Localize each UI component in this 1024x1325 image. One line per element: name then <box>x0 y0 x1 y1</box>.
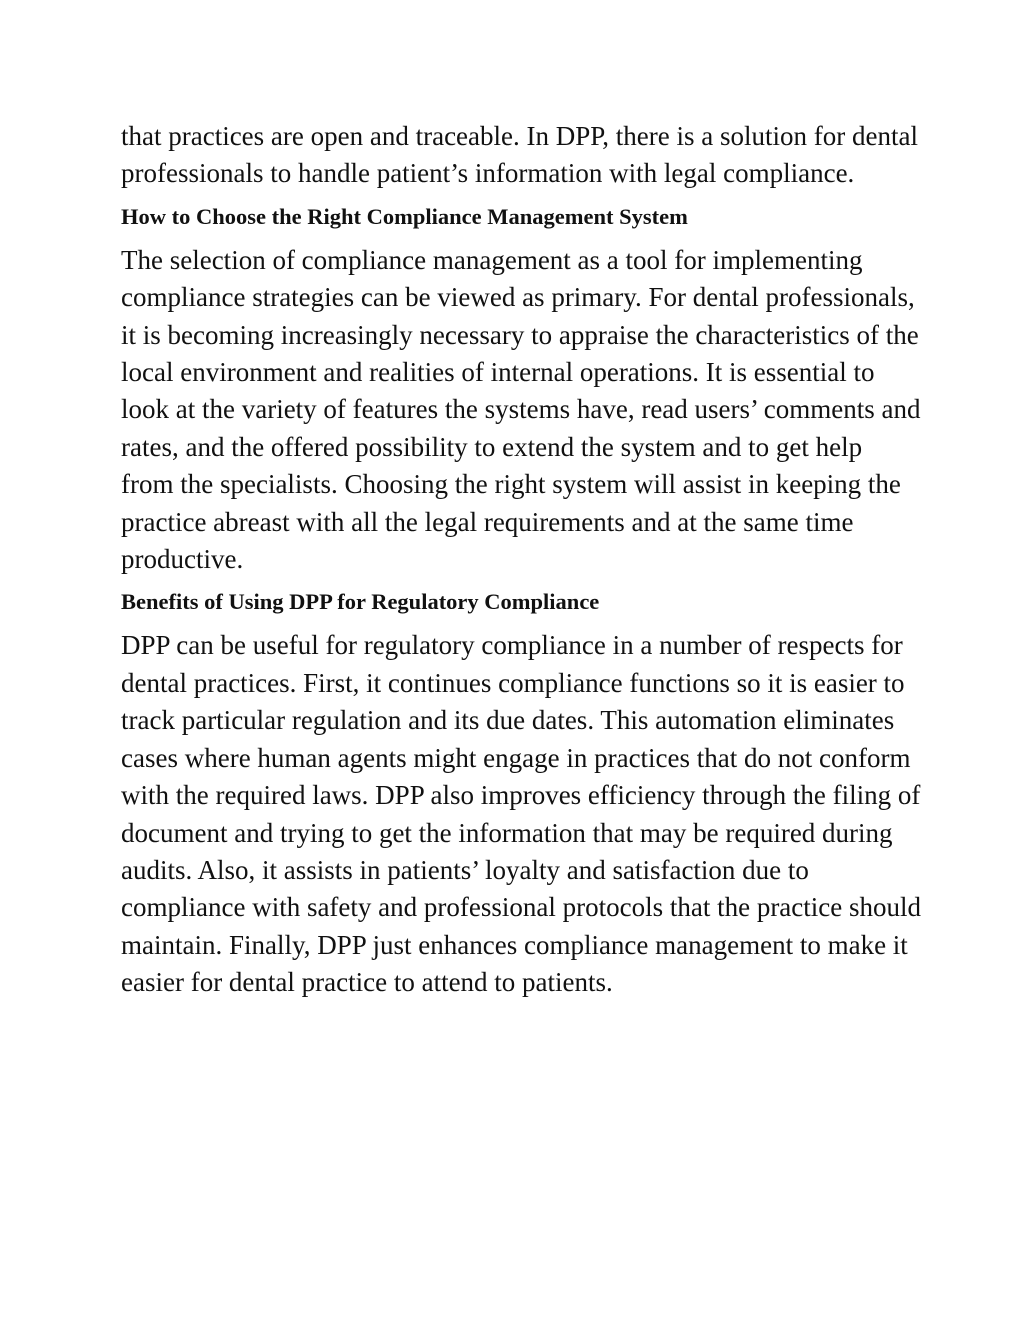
section-heading-benefits: Benefits of Using DPP for Regulatory Compliance <box>121 589 600 615</box>
spacer <box>121 193 921 202</box>
section-body-benefits: DPP can be useful for regulatory compliance in a number of respects for dental practices. First, it continues compliance functions so it is easier to track particular regulation and its due dates. This automation eliminates cases where human agents might engage in practices that do not conform with the required laws. DPP also improves efficiency through the filing of document and trying to get the information that may be required during audits. Also, it assists in patients’ loyalty and satisfaction due to compliance with safety and professional protocols that the practice should maintain. Finally, DPP just enhances compliance management to make it easier for dental practice to attend to patients. <box>121 630 922 998</box>
spacer <box>121 617 921 627</box>
spacer <box>121 578 921 587</box>
intro-paragraph: that practices are open and traceable. In DPP, there is a solution for dental professionals to handle patient’s information with legal compliance. <box>121 121 918 189</box>
section-heading-choose-system: How to Choose the Right Compliance Management System <box>121 203 688 229</box>
section-body-choose-system: The selection of compliance management as a tool for implementing compliance strategies can be viewed as primary. For dental professionals, it is becoming increasingly necessary to appraise the characteristics of the local environment and realities of internal operations. It is essential to look at the variety of features the systems have, read users’ comments and rates, and the offered possibility to extend the system and to get help from the specialists. Choosing the right system will assist in keeping the practice abreast with all the legal requirements and at the same time productive. <box>121 244 921 575</box>
document-content <box>121 118 921 1002</box>
spacer <box>121 232 921 242</box>
